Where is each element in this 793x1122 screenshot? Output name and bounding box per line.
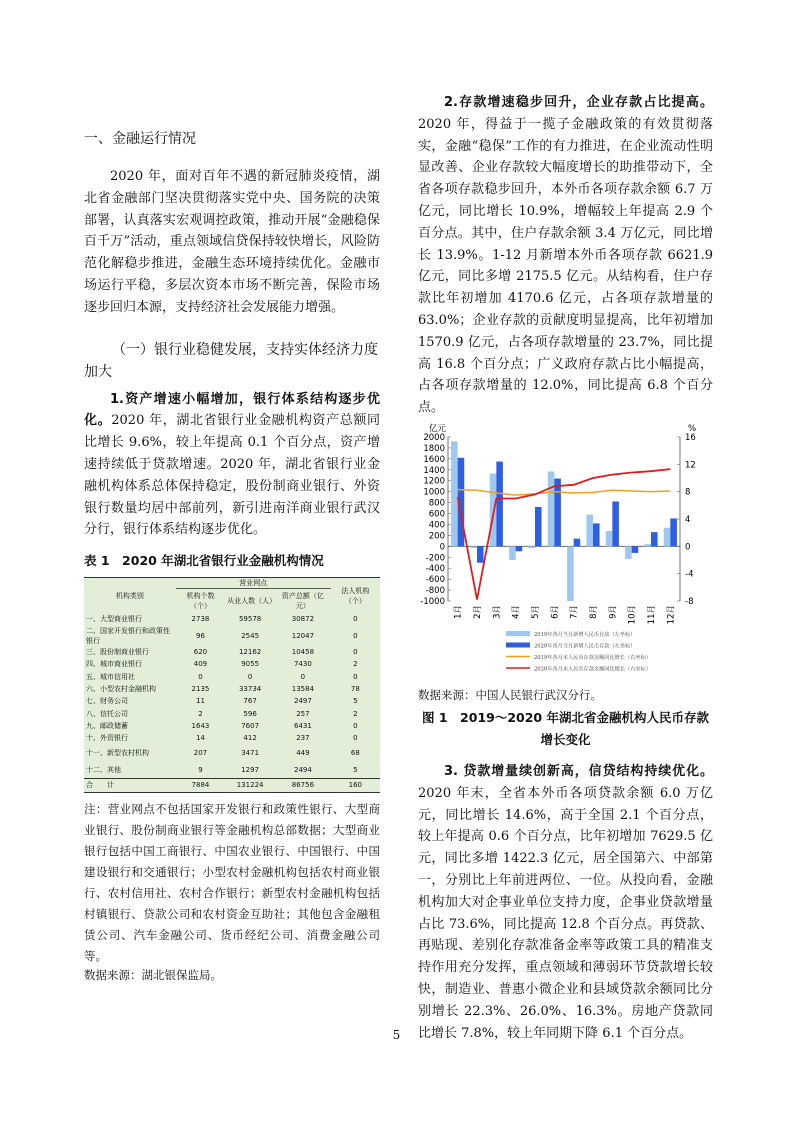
cell-count: 9 — [198, 765, 203, 774]
x-tick-label: 1月 — [453, 604, 464, 619]
table-row — [84, 658, 380, 670]
cell-assets: 449 — [296, 749, 310, 758]
paragraph-1-title: 1.资产增速小幅增加，银行体系结构逐步优化。 — [84, 391, 380, 429]
paragraph-3-title: 3. 贷款增量续创新高，信贷结构持续优化。 — [444, 763, 713, 779]
x-tick-label: 2月 — [473, 604, 483, 619]
section-heading: 一、金融运行情况 — [84, 131, 196, 147]
legend-label-1: 2020年各月当月新增人民币存款（左坐标） — [534, 643, 636, 650]
cell-category: 九、邮政储蓄 — [86, 722, 128, 731]
y-right-tick: 4 — [685, 514, 691, 525]
y-left-tick: -200 — [425, 553, 445, 564]
paragraph-2-body: 2020 年，得益于一揽子金融政策的有效贯彻落实，金融“稳保”工作的有力推进，在企业流动性明显改善、企业存款较大幅度增长的助推带动下，全省各项存款稳步回升，本外币各项存款余额 6.7 万亿元，同比增长 10.9%，增幅较上年提高 2.9 个百分点。其中，住户存款余额 3.4 万亿元，同比增长 13.9%。1-12 月新增本外币各项存款 6621.9 亿元，同比多增 2175.5 亿元。从结构看，住户存款比年初增加 4170.6 亿元，占各项存款增量的 63.0%；企业存款的贡献度明显提高，比年初增加 1570.9 亿元，占各项存款增量的 23.7%，同比提高 16.8 个百分点；广义政府存款占比小幅提高，占各项存款增量的 12.0%，同比提高 6.8 个百分点。 — [418, 116, 713, 416]
y-left-tick: 200 — [428, 531, 445, 542]
bar-0-7月 — [567, 546, 574, 601]
x-tick-label: 7月 — [569, 604, 580, 619]
table-row — [84, 695, 380, 707]
header-staff: 从业人数（人） — [225, 589, 275, 614]
cell-assets: 257 — [296, 709, 310, 718]
table-row — [84, 732, 380, 744]
bar-0-12月 — [664, 528, 671, 547]
cell-legal: 2 — [353, 709, 358, 718]
subsection-heading: （一）银行业稳健发展，支持实体经济力度加大 — [84, 341, 378, 380]
cell-staff: 412 — [243, 734, 257, 743]
x-tick-label: 12月 — [666, 604, 677, 625]
legend-label-3: 2020年各月末人民币存款余额同比增长（右坐标） — [534, 666, 651, 673]
cell-category: 合 计 — [84, 779, 176, 792]
cell-staff: 131224 — [225, 779, 275, 792]
cell-assets: 10458 — [291, 647, 315, 656]
cell-staff: 1297 — [241, 765, 260, 774]
cell-staff: 59578 — [238, 615, 262, 624]
cell-legal: 0 — [353, 734, 358, 743]
bar-1-11月 — [651, 532, 658, 546]
x-tick-label: 8月 — [589, 604, 599, 619]
cell-category: 五、城市信用社 — [86, 672, 135, 681]
cell-category: 三、股份制商业银行 — [86, 647, 149, 656]
bar-0-10月 — [625, 546, 632, 559]
paragraph-2 — [418, 92, 713, 419]
cell-assets: 30872 — [291, 615, 315, 624]
x-tick-label: 6月 — [550, 604, 561, 619]
bar-0-5月 — [528, 546, 535, 548]
table-row — [84, 670, 380, 682]
cell-count: 207 — [193, 749, 208, 758]
cell-legal: 0 — [353, 615, 358, 624]
table-row — [84, 779, 380, 792]
y-right-tick: 12 — [685, 460, 696, 471]
cell-assets: 237 — [296, 734, 310, 743]
bar-0-9月 — [606, 531, 613, 546]
cell-count: 2135 — [191, 684, 210, 693]
cell-count: 0 — [198, 672, 203, 681]
bar-1-9月 — [612, 501, 619, 546]
bar-1-12月 — [670, 518, 677, 546]
legend-label-0: 2019年各月当月新增人民币存款（左坐标） — [534, 631, 636, 638]
bar-0-3月 — [490, 474, 497, 547]
cell-category: 一、大型商业银行 — [86, 615, 142, 624]
y-left-tick: 600 — [428, 509, 445, 520]
cell-assets: 2497 — [293, 697, 312, 706]
table-caption: 表 1 2020 年湖北省银行业金融机构情况 — [84, 553, 324, 569]
legend-label-2: 2019年各月末人民币存款余额同比增长（右坐标） — [534, 654, 651, 661]
x-tick-label: 10月 — [627, 604, 638, 625]
y-left-tick: 1000 — [423, 487, 445, 498]
y-right-tick: 0 — [685, 542, 691, 553]
cell-legal: 0 — [353, 631, 358, 640]
bar-1-5月 — [535, 507, 542, 546]
cell-count: 1643 — [191, 722, 210, 731]
x-tick-label: 3月 — [492, 604, 503, 619]
cell-count: 14 — [195, 734, 205, 743]
table-row — [84, 762, 380, 779]
table-row — [84, 745, 380, 762]
cell-count: 96 — [195, 631, 205, 640]
bar-0-8月 — [586, 515, 593, 547]
x-tick-label: 5月 — [531, 604, 541, 619]
bar-1-8月 — [593, 523, 600, 546]
cell-count: 11 — [195, 697, 205, 706]
cell-assets: 12047 — [291, 631, 315, 640]
table-row — [84, 613, 380, 625]
y-right-label: % — [688, 423, 697, 434]
y-left-tick: 1400 — [423, 465, 445, 476]
bar-0-4月 — [509, 546, 516, 560]
cell-legal: 2 — [353, 660, 358, 669]
table-note: 注：营业网点不包括国家开发银行和政策性银行、大型商业银行、股份制商业银行等金融机构总部数据；大型商业银行包括中国工商银行、中国农业银行、中国银行、中国建设银行和交通银行；小型农村金融机构包括农村商业银行、农村信用社、农村合作银行；新型农村金融机构包括村镇银行、贷款公司和农村资金互助社；其他包含金融租赁公司、汽车金融公司、货币经纪公司、消费金融公司等。 — [84, 801, 380, 963]
bar-1-10月 — [632, 546, 639, 553]
figure-caption: 图 1 2019～2020 年湖北省金融机构人民币存款增长变化 — [422, 709, 709, 747]
cell-staff: 7607 — [241, 722, 260, 731]
cell-staff: 2545 — [241, 631, 260, 640]
institutions-table — [84, 577, 380, 792]
bar-1-7月 — [574, 539, 581, 547]
cell-staff: 0 — [247, 672, 253, 681]
cell-staff: 12162 — [238, 647, 262, 656]
table-row — [84, 646, 380, 658]
y-left-tick: -1000 — [420, 596, 445, 607]
y-left-tick: -600 — [425, 575, 445, 586]
cell-staff: 3471 — [241, 749, 260, 758]
y-left-tick: -800 — [425, 586, 445, 597]
cell-assets: 6431 — [293, 722, 312, 731]
cell-legal: 5 — [353, 697, 358, 706]
paragraph-1-body: 2020 年，湖北省银行业金融机构资产总额同比增长 9.6%，较上年提高 0.1 个百分点，资产增速持续低于贷款增速。2020 年，湖北省银行业金融机构体系总体保持稳定，股份制商业银行、外资银行数量均居中部前列，新引进南洋商业银行武汉分行，银行体系结构逐步优化。 — [84, 413, 380, 538]
bar-0-1月 — [451, 441, 458, 546]
cell-category: 八、信托公司 — [86, 709, 128, 718]
y-right-tick: -4 — [685, 569, 694, 580]
cell-legal: 160 — [331, 779, 380, 792]
cell-count: 409 — [193, 660, 208, 669]
y-left-tick: 1800 — [423, 443, 445, 454]
legend-swatch-1 — [506, 642, 530, 647]
cell-count: 2 — [198, 709, 203, 718]
y-left-label: 亿元 — [428, 423, 446, 434]
header-assets: 资产总额（亿元） — [275, 589, 331, 614]
y-left-tick: 800 — [428, 498, 445, 509]
cell-assets: 86756 — [275, 779, 331, 792]
cell-count: 620 — [193, 647, 208, 656]
cell-legal: 0 — [353, 647, 358, 656]
bar-1-4月 — [516, 546, 523, 551]
cell-assets: 0 — [300, 672, 306, 681]
y-left-tick: 1600 — [423, 454, 445, 465]
right-column — [418, 92, 713, 1044]
cell-category: 十一、新型农村机构 — [86, 749, 149, 758]
y-left-tick: 1200 — [423, 476, 445, 487]
y-left-tick: 400 — [428, 520, 445, 531]
bar-1-2月 — [477, 546, 484, 562]
y-left-tick: 2000 — [423, 432, 445, 443]
y-right-tick: 16 — [685, 432, 696, 443]
bar-0-2月 — [470, 546, 477, 548]
y-right-tick: -8 — [685, 596, 694, 607]
series-line-1 — [458, 469, 671, 600]
x-tick-label: 9月 — [608, 604, 619, 619]
table-row — [84, 708, 380, 720]
table-row — [84, 683, 380, 695]
bar-1-6月 — [554, 478, 561, 546]
paragraph-3 — [418, 761, 713, 1044]
left-column — [84, 112, 380, 983]
figure-source: 数据来源：中国人民银行武汉分行。 — [418, 687, 602, 702]
cell-staff: 596 — [243, 709, 257, 718]
cell-category: 十二、其他 — [86, 765, 121, 774]
table-row — [84, 626, 380, 646]
cell-assets: 2494 — [293, 765, 312, 774]
intro-paragraph: 2020 年，面对百年不遇的新冠肺炎疫情，湖北省金融部门坚决贯彻落实党中央、国务院的决策部署，认真落实宏观调控政策，推动开展“金融稳保百千万”活动，重点领域信贷保持较快增长，风险防范化解稳步推进，金融生态环境持续优化。金融市场运行平稳，多层次资本市场不断完善，保险市场逐步回归本源，支持经济社会发展能力增强。 — [84, 169, 380, 315]
cell-category: 四、城市商业银行 — [86, 660, 142, 669]
header-group: 营业网点 — [176, 578, 331, 589]
paragraph-3-body: 2020 年末，全省本外币各项贷款余额 6.0 万亿元，同比增长 14.6%，高于全国 2.1 个百分点，较上年提高 0.6 个百分点，比年初增加 7629.5 亿元，同比多增 1422.3 亿元，居全国第六、中部第一，分别比上年前进两位、一位。从投向看，金融机构加大对企事业单位支持力度，企事业贷款增量占比 73.6%，同比提高 12.8 个百分点。再贷款、再贴现、差别化存款准备金率等政策工具的精准支持作用充分发挥，重点领域和薄弱环节贷款增长较快，制造业、普惠小微企业和县域贷款余额同比分别增长 22.3%、26.0%、16.3%。房地产贷款同比增长 7.8%，较上年同期下降 6.1 个百分点。 — [418, 785, 713, 1041]
cell-staff: 767 — [243, 697, 257, 706]
cell-assets: 13584 — [291, 684, 315, 693]
deposit-chart — [418, 421, 713, 683]
bar-0-11月 — [644, 544, 651, 546]
header-legal: 法人机构（个） — [331, 578, 380, 614]
cell-legal: 0 — [353, 722, 358, 731]
cell-legal: 68 — [350, 749, 360, 758]
cell-count: 7884 — [176, 779, 225, 792]
bar-1-3月 — [496, 462, 503, 547]
cell-legal: 5 — [353, 765, 358, 774]
header-category: 机构类别 — [84, 578, 176, 614]
cell-legal: 0 — [353, 672, 358, 681]
bar-0-6月 — [548, 471, 555, 546]
cell-category: 二、国家开发银行和政策性银行 — [86, 626, 170, 645]
cell-legal: 78 — [350, 684, 360, 693]
page-number: 5 — [392, 1028, 401, 1042]
table-row — [84, 720, 380, 732]
table-source: 数据来源：湖北银保监局。 — [84, 967, 222, 982]
table-body — [84, 613, 380, 792]
paragraph-1 — [84, 389, 380, 542]
y-right-tick: 8 — [685, 487, 691, 498]
cell-category: 十、外资银行 — [86, 734, 128, 743]
y-left-tick: 0 — [439, 542, 445, 553]
x-tick-label: 4月 — [511, 604, 522, 619]
legend-swatch-0 — [506, 631, 530, 636]
cell-count: 2738 — [191, 615, 210, 624]
cell-category: 七、财务公司 — [86, 697, 128, 706]
cell-staff: 9055 — [241, 660, 260, 669]
x-tick-label: 11月 — [647, 604, 657, 625]
paragraph-2-title: 2.存款增速稳步回升，企业存款占比提高。 — [444, 95, 713, 110]
y-left-tick: -400 — [425, 564, 445, 575]
cell-staff: 33734 — [238, 684, 262, 693]
cell-category: 六、小型农村金融机构 — [86, 684, 156, 693]
cell-assets: 7430 — [293, 660, 312, 669]
series-line-0 — [458, 490, 671, 495]
header-count: 机构个数（个） — [176, 589, 225, 614]
